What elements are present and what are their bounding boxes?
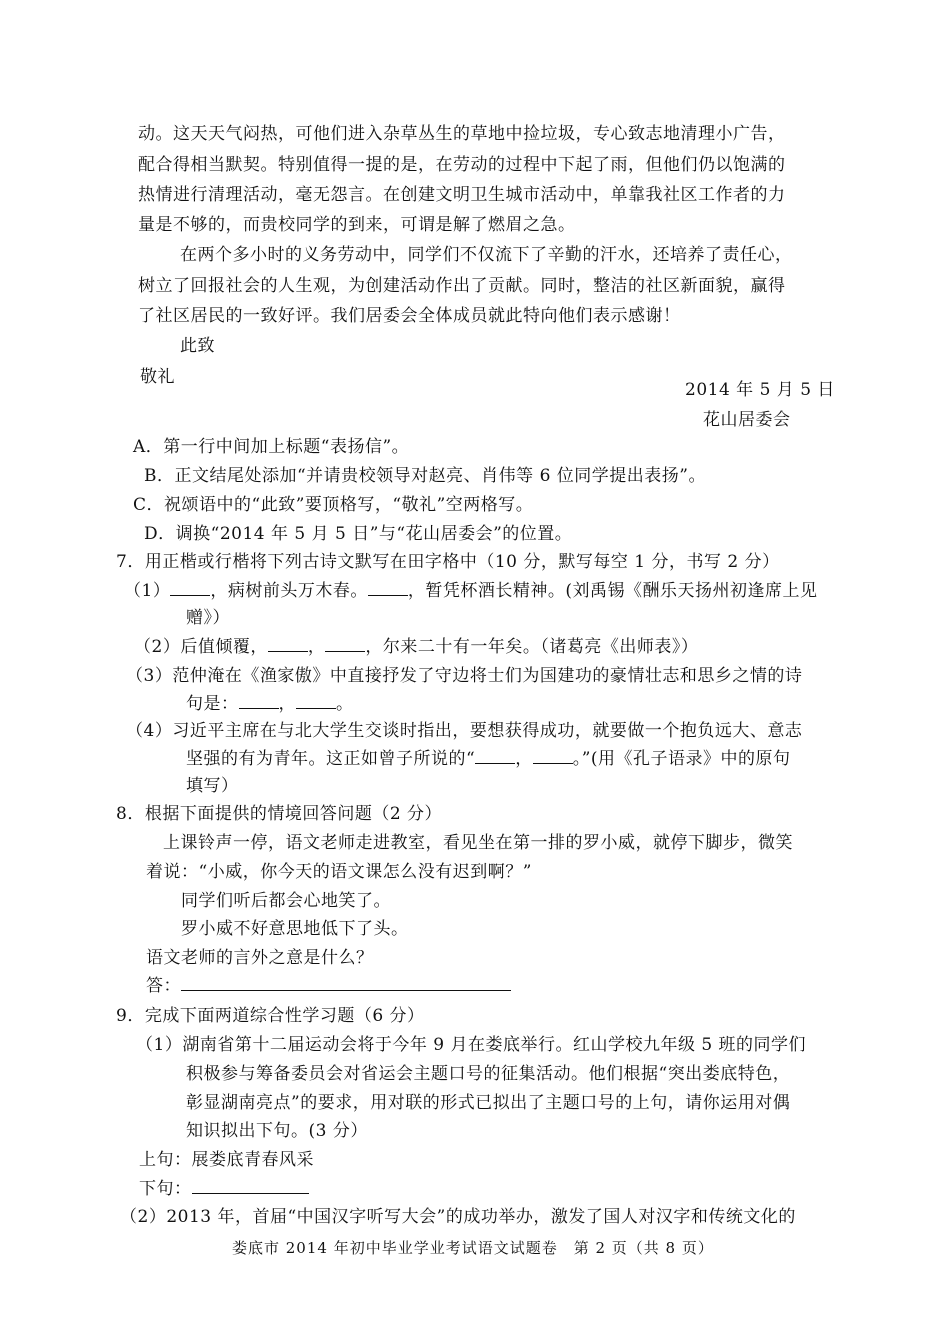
letter-closing-1: 此致 bbox=[180, 336, 215, 356]
answer-blank[interactable] bbox=[181, 989, 511, 991]
q7-item-2-text: ， bbox=[307, 637, 326, 657]
q7-item-1-line-2: 赠》） bbox=[186, 608, 230, 628]
letter-signature: 花山居委会 bbox=[703, 410, 791, 430]
q8-scenario-line: 罗小威不好意思地低下了头。 bbox=[181, 919, 409, 939]
letter-body-line: 树立了回报社会的人生观，为创建活动作出了贡献。同时，整洁的社区新面貌，赢得 bbox=[138, 276, 786, 296]
q9-upper-couplet: 上句：展娄底青春风采 bbox=[139, 1150, 314, 1170]
option-a: A．第一行中间加上标题“表扬信”。 bbox=[133, 437, 410, 457]
q8-answer bbox=[146, 978, 511, 995]
q8-scenario-line: 上课铃声一停，语文老师走进教室，看见坐在第一排的罗小威，就停下脚步，微笑 bbox=[163, 833, 793, 853]
q8-scenario-line: 着说：“小威，你今天的语文课怎么没有迟到啊？” bbox=[146, 862, 532, 882]
q9-item-1-line: 知识拟出下句。(3 分） bbox=[186, 1121, 368, 1141]
q7-item-4-line-1: （4）习近平主席在与北大学生交谈时指出，要想获得成功，就要做一个抱负远大、意志 bbox=[126, 721, 803, 741]
answer-blank[interactable] bbox=[170, 594, 210, 596]
q7-item-1-text: ，病树前头万木春。 bbox=[210, 581, 368, 601]
q7-item-3-text: ， bbox=[278, 694, 296, 714]
q7-item-2-text: （2）后值倾覆， bbox=[134, 637, 268, 657]
answer-blank[interactable] bbox=[533, 762, 573, 764]
answer-blank[interactable] bbox=[268, 650, 308, 652]
answer-blank[interactable] bbox=[192, 1192, 309, 1194]
letter-body-line: 量是不够的，而贵校同学的到来，可谓是解了燃眉之急。 bbox=[138, 215, 576, 235]
q9-item-1-line: 彰显湖南亮点”的要求，用对联的形式已拟出了主题口号的上句，请你运用对偶 bbox=[186, 1093, 791, 1113]
letter-closing-2: 敬礼 bbox=[140, 367, 175, 387]
answer-label: 答： bbox=[146, 976, 181, 996]
q7-item-3-text: 句是： bbox=[186, 694, 239, 714]
answer-blank[interactable] bbox=[475, 762, 515, 764]
question-8-title: 8．根据下面提供的情境回答问题（2 分） bbox=[116, 804, 443, 824]
option-b: B．正文结尾处添加“并请贵校领导对赵亮、肖伟等 6 位同学提出表扬”。 bbox=[144, 466, 706, 486]
q8-prompt: 语文老师的言外之意是什么？ bbox=[146, 948, 374, 968]
letter-body-line: 在两个多小时的义务劳动中，同学们不仅流下了辛勤的汗水，还培养了责任心， bbox=[180, 245, 793, 265]
answer-blank[interactable] bbox=[239, 707, 279, 709]
q7-item-2-text: ，尔来二十有一年矣。（诸葛亮《出师表》） bbox=[365, 637, 699, 657]
question-9-title: 9．完成下面两道综合性学习题（6 分） bbox=[116, 1006, 425, 1026]
q7-item-1-number: （1） bbox=[124, 581, 171, 601]
question-7-title: 7．用正楷或行楷将下列古诗文默写在田字格中（10 分，默写每空 1 分，书写 2 分） bbox=[116, 552, 780, 572]
option-c: C．祝颂语中的“此致”要顶格写，“敬礼”空两格写。 bbox=[133, 495, 534, 515]
q9-item-2-line: （2）2013 年，首届“中国汉字听写大会”的成功举办，激发了国人对汉字和传统文化的 bbox=[120, 1207, 796, 1227]
option-d: D．调换“2014 年 5 月 5 日”与“花山居委会”的位置。 bbox=[144, 524, 573, 544]
letter-body-line: 了社区居民的一致好评。我们居委会全体成员就此特向他们表示感谢！ bbox=[138, 306, 681, 326]
q7-item-3-line-1: （3）范仲淹在《渔家傲》中直接抒发了守边将士们为国建功的豪情壮志和思乡之情的诗 bbox=[126, 666, 803, 686]
answer-blank[interactable] bbox=[368, 594, 408, 596]
letter-date: 2014 年 5 月 5 日 bbox=[685, 380, 835, 400]
q7-item-1 bbox=[124, 583, 817, 600]
answer-blank[interactable] bbox=[296, 707, 336, 709]
answer-blank[interactable] bbox=[325, 650, 365, 652]
q7-item-4-text: ， bbox=[515, 749, 533, 769]
q9-lower-couplet bbox=[139, 1181, 309, 1198]
q8-scenario-line: 同学们听后都会心地笑了。 bbox=[181, 891, 391, 911]
q7-item-3-line-2 bbox=[186, 696, 354, 713]
q7-item-4-line-2 bbox=[186, 751, 791, 768]
letter-body-line: 配合得相当默契。特别值得一提的是，在劳动的过程中下起了雨，但他们仍以饱满的 bbox=[138, 155, 786, 175]
q7-item-4-line-3: 填写） bbox=[186, 776, 239, 796]
q9-item-1-line: （1）湖南省第十二届运动会将于今年 9 月在娄底举行。红山学校九年级 5 班的同学们 bbox=[136, 1035, 807, 1055]
q7-item-1-text: ，暂凭杯酒长精神。(刘禹锡《酬乐天扬州初逢席上见 bbox=[407, 581, 818, 601]
letter-body-line: 动。这天天气闷热，可他们进入杂草丛生的草地中捡垃圾，专心致志地清理小广告， bbox=[138, 124, 786, 144]
letter-body-line: 热情进行清理活动，毫无怨言。在创建文明卫生城市活动中，单靠我社区工作者的力 bbox=[138, 185, 786, 205]
page-footer: 娄底市 2014 年初中毕业学业考试语文试题卷 第 2 页（共 8 页） bbox=[232, 1239, 714, 1257]
q7-item-4-text: 坚强的有为青年。这正如曾子所说的“ bbox=[186, 749, 476, 769]
q7-item-4-text: 。”(用《孔子语录》中的原句 bbox=[572, 749, 791, 769]
q7-item-2 bbox=[134, 639, 698, 656]
q7-item-3-text: 。 bbox=[336, 694, 354, 714]
q9-item-1-line: 积极参与筹备委员会对省运会主题口号的征集活动。他们根据“突出娄底特色， bbox=[186, 1064, 791, 1084]
answer-label: 下句： bbox=[139, 1179, 192, 1199]
